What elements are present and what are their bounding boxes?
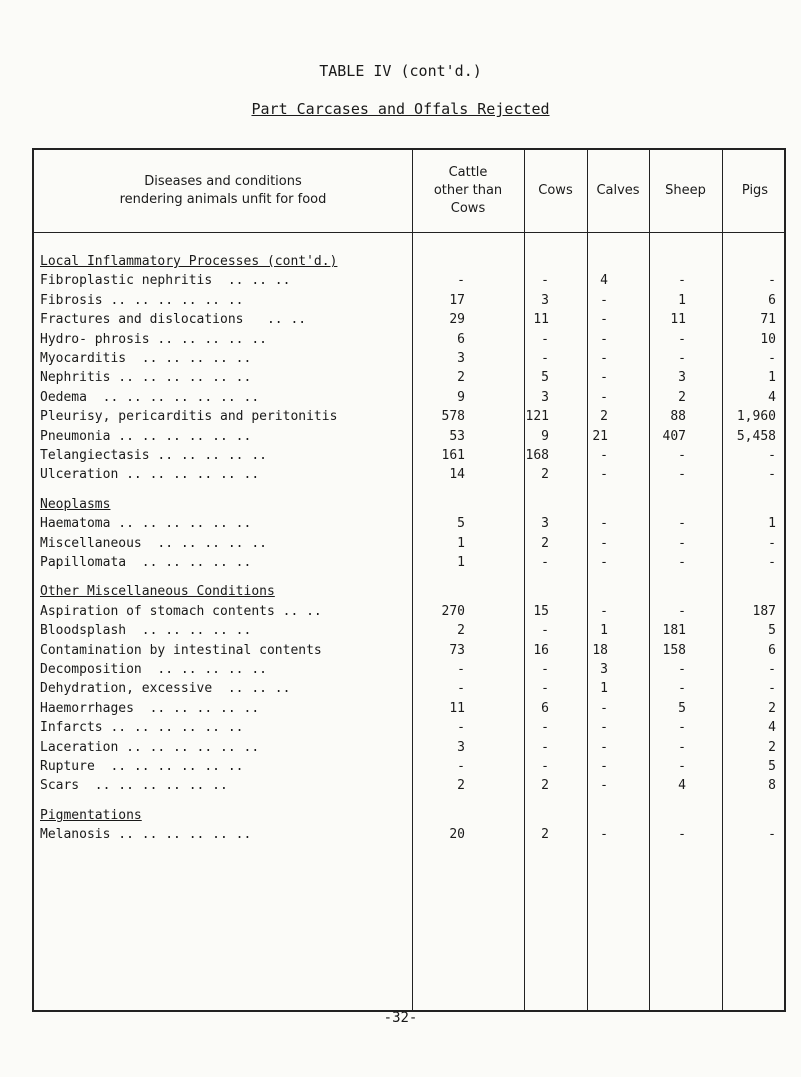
cell-value: 2 xyxy=(541,827,549,843)
section-heading-row xyxy=(34,252,784,271)
cell-value: 2 xyxy=(457,778,465,794)
cell-value: - xyxy=(768,827,776,843)
cell-value: 6 xyxy=(768,642,776,658)
cell-value: - xyxy=(600,778,608,794)
cell-value: 161 xyxy=(441,448,465,463)
cell-value: 1 xyxy=(768,370,776,386)
table-subtitle: Part Carcases and Offals Rejected xyxy=(251,100,550,118)
row-label: Laceration .. .. .. .. .. .. xyxy=(40,739,260,755)
cell-value: - xyxy=(600,603,608,619)
cell-value: 3 xyxy=(541,389,549,405)
cell-value: 8 xyxy=(768,778,776,794)
section-heading: Pigmentations xyxy=(40,807,142,823)
cell-value: 1,960 xyxy=(736,409,776,425)
row-label: Miscellaneous .. .. .. .. .. xyxy=(40,535,267,551)
cell-value: - xyxy=(768,662,776,677)
cell-value: - xyxy=(678,331,686,347)
cell-value: - xyxy=(457,720,465,736)
row-label: Dehydration, excessive .. .. .. xyxy=(40,681,291,697)
cell-value: - xyxy=(768,273,776,289)
section-heading-row xyxy=(34,582,784,601)
cell-value: 4 xyxy=(768,720,776,736)
cell-value: - xyxy=(600,700,608,716)
cell-value: 5 xyxy=(541,370,549,386)
cell-value: - xyxy=(600,516,608,532)
cell-value: 10 xyxy=(760,331,776,347)
cell-value: 5 xyxy=(678,700,686,716)
cell-value: 4 xyxy=(600,273,608,289)
cell-value: 88 xyxy=(670,409,686,425)
row-label: Pleurisy, pericarditis and peritonitis xyxy=(40,409,338,425)
table-row xyxy=(34,738,784,757)
cell-value: - xyxy=(678,448,686,463)
cell-value: 168 xyxy=(525,448,549,463)
cell-value: - xyxy=(600,312,608,328)
table-row xyxy=(34,368,784,387)
cell-value: 270 xyxy=(441,603,465,619)
cell-value: - xyxy=(457,681,465,697)
header-calves: Calves xyxy=(596,183,640,198)
table-row xyxy=(34,330,784,349)
cell-value: 1 xyxy=(600,681,608,697)
cell-value: - xyxy=(678,720,686,736)
cell-value: - xyxy=(541,720,549,736)
cell-value: - xyxy=(678,351,686,366)
header-sheep: Sheep xyxy=(665,183,706,198)
cell-value: - xyxy=(768,555,776,570)
cell-value: - xyxy=(678,739,686,755)
cell-value: 11 xyxy=(533,312,549,328)
row-label: Rupture .. .. .. .. .. .. xyxy=(40,759,244,774)
cell-value: 11 xyxy=(449,700,465,716)
cell-value: - xyxy=(600,827,608,843)
table-row xyxy=(34,621,784,640)
cell-value: 5 xyxy=(768,623,776,639)
cell-value: 2 xyxy=(541,467,549,483)
cell-value: - xyxy=(678,603,686,619)
table-row xyxy=(34,271,784,290)
cell-value: - xyxy=(600,292,608,308)
table-row xyxy=(34,446,784,465)
cell-value: - xyxy=(768,351,776,366)
cell-value: 121 xyxy=(525,409,549,425)
cell-value: 2 xyxy=(541,778,549,794)
table-row xyxy=(34,427,784,446)
cell-value: 2 xyxy=(541,535,549,551)
cell-value: 15 xyxy=(533,603,549,619)
section-heading-row xyxy=(34,495,784,514)
cell-value: - xyxy=(678,662,686,677)
cell-value: 2 xyxy=(678,389,686,405)
cell-value: - xyxy=(768,467,776,483)
cell-value: - xyxy=(600,467,608,483)
table-row xyxy=(34,553,784,572)
row-label: Pneumonia .. .. .. .. .. .. xyxy=(40,428,252,444)
row-label: Papillomata .. .. .. .. .. xyxy=(40,555,252,570)
section-heading: Other Miscellaneous Conditions xyxy=(40,584,275,600)
table-row xyxy=(34,757,784,776)
row-label: Ulceration .. .. .. .. .. .. xyxy=(40,467,260,483)
cell-value: 1 xyxy=(600,623,608,639)
page-number: -32- xyxy=(383,1010,418,1026)
cell-value: 73 xyxy=(449,642,465,658)
cell-value: 9 xyxy=(541,428,549,444)
cell-value: - xyxy=(678,273,686,289)
row-label: Fibroplastic nephritis .. .. .. xyxy=(40,273,291,289)
cell-value: 11 xyxy=(670,312,686,328)
cell-value: - xyxy=(541,662,549,677)
cell-value: - xyxy=(768,535,776,551)
row-label: Fractures and dislocations .. .. xyxy=(40,312,307,328)
cell-value: - xyxy=(600,370,608,386)
table-row xyxy=(34,465,784,484)
cell-value: 6 xyxy=(457,331,465,347)
cell-value: - xyxy=(678,759,686,774)
table-row xyxy=(34,291,784,310)
header-divider xyxy=(34,232,784,233)
row-label: Myocarditis .. .. .. .. .. xyxy=(40,351,252,366)
row-label: Decomposition .. .. .. .. .. xyxy=(40,662,267,677)
cell-value: - xyxy=(600,759,608,774)
cell-value: 4 xyxy=(678,778,686,794)
section-heading: Neoplasms xyxy=(40,496,111,512)
cell-value: - xyxy=(541,681,549,697)
row-label: Telangiectasis .. .. .. .. .. xyxy=(40,448,267,463)
cell-value: 9 xyxy=(457,389,465,405)
cell-value: 407 xyxy=(662,428,686,444)
table-row xyxy=(34,825,784,844)
cell-value: 3 xyxy=(457,351,465,366)
cell-value: - xyxy=(457,273,465,289)
header-disease: Diseases and conditions rendering animals unfit for food xyxy=(119,174,327,207)
cell-value: - xyxy=(600,389,608,405)
cell-value: 20 xyxy=(449,827,465,843)
table-row xyxy=(34,699,784,718)
cell-value: - xyxy=(678,516,686,532)
cell-value: - xyxy=(600,351,608,366)
table-row xyxy=(34,310,784,329)
cell-value: 5 xyxy=(768,759,776,774)
row-label: Haemorrhages .. .. .. .. .. xyxy=(40,700,260,716)
cell-value: 3 xyxy=(541,292,549,308)
cell-value: - xyxy=(541,739,549,755)
row-label: Oedema .. .. .. .. .. .. .. xyxy=(40,389,260,405)
cell-value: 17 xyxy=(449,292,465,308)
cell-value: 2 xyxy=(768,739,776,755)
row-label: Infarcts .. .. .. .. .. .. xyxy=(40,720,244,736)
header-cattle: Cattle other than Cows xyxy=(433,165,503,216)
cell-value: 5 xyxy=(457,516,465,532)
section-heading-row xyxy=(34,806,784,825)
cell-value: - xyxy=(541,331,549,347)
cell-value: 1 xyxy=(457,535,465,551)
cell-value: 3 xyxy=(541,516,549,532)
cell-value: 2 xyxy=(600,409,608,425)
table-row xyxy=(34,349,784,368)
cell-value: 18 xyxy=(592,642,608,658)
cell-value: 6 xyxy=(768,292,776,308)
cell-value: 6 xyxy=(541,700,549,716)
table-title: TABLE IV (cont'd.) xyxy=(319,62,482,80)
table-row xyxy=(34,776,784,795)
cell-value: - xyxy=(678,467,686,483)
cell-value: - xyxy=(768,681,776,697)
cell-value: 71 xyxy=(760,312,776,328)
cell-value: - xyxy=(600,448,608,463)
cell-value: 4 xyxy=(768,389,776,405)
cell-value: 29 xyxy=(449,312,465,328)
cell-value: 1 xyxy=(457,555,465,570)
cell-value: 158 xyxy=(662,642,686,658)
header-pigs: Pigs xyxy=(741,183,769,198)
cell-value: - xyxy=(600,739,608,755)
cell-value: 578 xyxy=(441,409,465,425)
data-table xyxy=(32,148,786,1012)
cell-value: - xyxy=(678,681,686,697)
table-row xyxy=(34,718,784,737)
row-label: Contamination by intestinal contents xyxy=(40,642,322,658)
table-row xyxy=(34,407,784,426)
cell-value: - xyxy=(768,448,776,463)
cell-value: 1 xyxy=(768,516,776,532)
cell-value: 181 xyxy=(662,623,686,639)
cell-value: - xyxy=(541,555,549,570)
cell-value: 2 xyxy=(768,700,776,716)
cell-value: - xyxy=(457,759,465,774)
section-heading: Local Inflammatory Processes (cont'd.) xyxy=(40,254,338,269)
cell-value: - xyxy=(600,555,608,570)
cell-value: - xyxy=(457,662,465,677)
cell-value: 2 xyxy=(457,370,465,386)
cell-value: 3 xyxy=(678,370,686,386)
table-row xyxy=(34,660,784,679)
row-label: Haematoma .. .. .. .. .. .. xyxy=(40,516,252,532)
row-label: Scars .. .. .. .. .. .. xyxy=(40,778,228,794)
cell-value: - xyxy=(600,331,608,347)
cell-value: 14 xyxy=(449,467,465,483)
row-label: Aspiration of stomach contents .. .. xyxy=(40,603,322,619)
cell-value: 1 xyxy=(678,292,686,308)
cell-value: 16 xyxy=(533,642,549,658)
cell-value: - xyxy=(541,351,549,366)
cell-value: 53 xyxy=(449,428,465,444)
table-row xyxy=(34,514,784,533)
row-label: Nephritis .. .. .. .. .. .. xyxy=(40,370,252,386)
cell-value: 3 xyxy=(600,662,608,677)
table-row xyxy=(34,534,784,553)
cell-value: - xyxy=(600,535,608,551)
row-label: Fibrosis .. .. .. .. .. .. xyxy=(40,292,244,308)
cell-value: - xyxy=(678,555,686,570)
cell-value: 21 xyxy=(592,428,608,444)
row-label: Bloodsplash .. .. .. .. .. xyxy=(40,623,252,639)
cell-value: - xyxy=(678,827,686,843)
cell-value: 187 xyxy=(752,603,776,619)
cell-value: 5,458 xyxy=(736,428,776,444)
cell-value: - xyxy=(541,623,549,639)
row-label: Hydro- phrosis .. .. .. .. .. xyxy=(40,331,267,347)
row-label: Melanosis .. .. .. .. .. .. xyxy=(40,827,252,843)
table-row xyxy=(34,679,784,698)
header-cows: Cows xyxy=(538,183,573,198)
table-row xyxy=(34,641,784,660)
cell-value: - xyxy=(541,759,549,774)
cell-value: - xyxy=(600,720,608,736)
table-row xyxy=(34,388,784,407)
cell-value: - xyxy=(678,535,686,551)
cell-value: 2 xyxy=(457,623,465,639)
table-row xyxy=(34,602,784,621)
cell-value: 3 xyxy=(457,739,465,755)
cell-value: - xyxy=(541,273,549,289)
